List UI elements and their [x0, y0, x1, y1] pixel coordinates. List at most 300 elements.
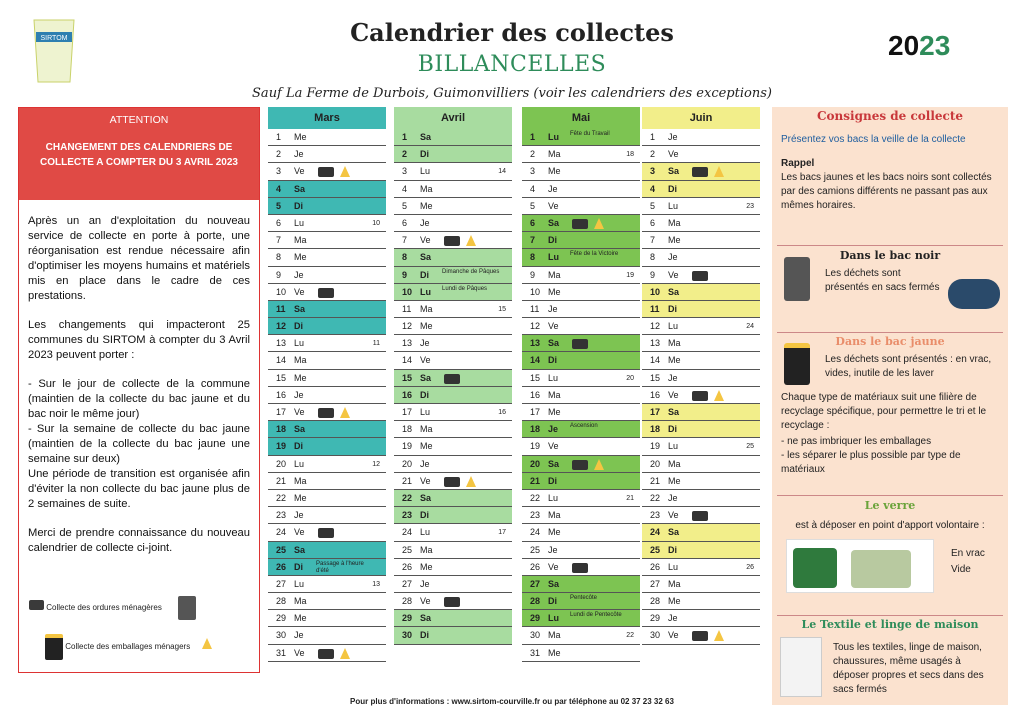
day-row: [522, 404, 640, 421]
week-number: 15: [498, 305, 506, 313]
rappel-label: Rappel: [781, 158, 815, 169]
black-bin-icon: [784, 257, 810, 301]
day-name: Ma: [294, 596, 307, 607]
day-number: 18: [402, 424, 413, 435]
day-name: Lu: [420, 407, 431, 417]
footer: Pour plus d'informations : www.sirtom-courville.fr ou par téléphone au 02 37 23 32 63: [350, 697, 674, 706]
day-number: 15: [530, 372, 541, 383]
day-row: [642, 198, 760, 215]
day-name: Ve: [294, 647, 305, 658]
day-row: [522, 335, 640, 352]
day-name: Lu: [548, 613, 559, 624]
day-number: 19: [650, 441, 661, 452]
yellow-triangle-icon: [714, 390, 724, 401]
day-row: [268, 284, 386, 301]
day-row: [268, 524, 386, 541]
divider: [777, 495, 1003, 496]
day-number: 3: [530, 166, 536, 177]
holiday-label: Lundi de Pentecôte: [570, 612, 622, 619]
day-row: [394, 198, 512, 215]
day-row: [394, 163, 512, 180]
day-row: [394, 507, 512, 524]
day-name: Di: [420, 389, 429, 400]
day-number: 2: [276, 149, 282, 160]
day-row: [522, 627, 640, 644]
day-row: [522, 387, 640, 404]
day-row: [394, 267, 512, 284]
day-row: [268, 610, 386, 627]
day-name: Ve: [548, 321, 559, 332]
month-header: Juin: [642, 107, 760, 129]
day-number: 2: [530, 149, 536, 160]
day-name: Je: [668, 613, 678, 624]
day-number: 10: [650, 286, 661, 297]
day-row: [522, 645, 640, 662]
day-row: [268, 129, 386, 146]
day-name: Je: [668, 252, 678, 263]
day-row: [268, 249, 386, 266]
day-name: Me: [294, 132, 307, 142]
day-number: 22: [276, 492, 287, 503]
day-row: [394, 232, 512, 249]
day-row: [394, 352, 512, 369]
day-name: Me: [420, 321, 433, 332]
black-bin-icon: [444, 374, 460, 384]
day-name: Ve: [294, 166, 305, 177]
day-name: Lu: [668, 321, 679, 332]
day-number: 16: [530, 389, 541, 400]
day-row: [642, 490, 760, 507]
day-name: Me: [294, 613, 307, 624]
week-number: 16: [498, 409, 506, 416]
day-number: 12: [530, 321, 541, 332]
yellow-bin-title: Dans le bac jaune: [835, 335, 945, 348]
black-bin-icon: [692, 167, 708, 177]
day-row: [394, 627, 512, 644]
legend-emb-label: Collecte des emballages ménagers: [65, 642, 191, 652]
day-row: [642, 129, 760, 146]
day-number: 7: [650, 235, 656, 246]
day-number: 1: [650, 132, 656, 142]
day-number: 14: [530, 355, 541, 366]
month-header: Mai: [522, 107, 640, 129]
day-row: [268, 301, 386, 318]
day-name: Di: [420, 269, 429, 280]
day-number: 6: [650, 217, 656, 228]
day-name: Me: [668, 355, 681, 366]
holiday-label: Fête du Travail: [570, 131, 610, 137]
month-mai: [522, 107, 640, 662]
black-bin-icon: [692, 391, 708, 401]
day-number: 5: [530, 200, 536, 211]
yellow-triangle-icon: [466, 235, 476, 246]
day-name: Ve: [420, 596, 431, 607]
day-row: [394, 370, 512, 387]
day-number: 26: [276, 561, 287, 572]
day-name: Ve: [548, 200, 559, 211]
month-header: Mars: [268, 107, 386, 129]
legend-om: [29, 596, 196, 620]
day-number: 16: [650, 389, 661, 400]
day-name: Lu: [548, 252, 559, 263]
glass-container-icon: [793, 548, 837, 588]
day-row: [268, 335, 386, 352]
day-name: Me: [668, 235, 681, 246]
day-number: 15: [402, 372, 413, 383]
day-name: Sa: [420, 132, 432, 142]
day-number: 26: [402, 561, 413, 572]
yellow-rule-1: - ne pas imbriquer les emballages: [781, 436, 932, 447]
day-name: Ve: [420, 475, 431, 486]
day-name: Lu: [420, 166, 431, 177]
day-number: 11: [530, 303, 540, 314]
day-number: 8: [402, 252, 408, 263]
day-row: [522, 507, 640, 524]
day-name: Ma: [668, 458, 681, 469]
instructions-intro: Présentez vos bacs la veille de la collecte: [781, 134, 966, 145]
day-row: [522, 352, 640, 369]
day-name: Lu: [420, 527, 431, 538]
day-row: [642, 284, 760, 301]
day-number: 24: [276, 527, 287, 538]
day-number: 7: [402, 235, 408, 246]
black-bin-icon: [318, 649, 334, 659]
black-bin-icon: [29, 600, 44, 610]
day-name: Di: [668, 183, 677, 194]
paragraph-6: Merci de prendre connaissance du nouveau calendrier de collecte ci-joint.: [28, 527, 250, 554]
day-number: 9: [530, 269, 536, 280]
legend-om-label: Collecte des ordures ménagères: [46, 603, 162, 613]
rappel-text: Les bacs jaunes et les bacs noirs sont collectés par des camions différents ne passant pas aux mêmes horaires.: [781, 172, 992, 211]
week-number: 12: [372, 460, 380, 468]
day-name: Sa: [548, 217, 560, 228]
day-number: 1: [530, 132, 536, 142]
glass-image: [786, 539, 934, 593]
day-name: Ve: [294, 286, 305, 297]
week-number: 11: [372, 340, 380, 348]
yellow-triangle-icon: [466, 476, 476, 487]
day-number: 5: [402, 200, 408, 211]
day-number: 3: [276, 166, 282, 177]
black-bin-icon: [318, 288, 334, 298]
day-row: [522, 301, 640, 318]
day-row: [394, 146, 512, 163]
day-number: 12: [650, 321, 661, 332]
yellow-triangle-icon: [340, 166, 350, 177]
paragraph-5: Une période de transition est organisée afin d'éviter la non collecte du bac jaune plus de 2 semaines de suite.: [28, 468, 250, 510]
day-name: Ma: [668, 338, 681, 349]
day-number: 17: [276, 407, 287, 417]
black-bin-icon: [318, 528, 334, 538]
day-row: [642, 232, 760, 249]
day-row: [642, 267, 760, 284]
day-row: [268, 542, 386, 559]
black-bin-title: Dans le bac noir: [839, 249, 941, 262]
day-row: [268, 404, 386, 421]
day-row: [642, 473, 760, 490]
week-number: 19: [626, 271, 634, 279]
day-row: [394, 404, 512, 421]
divider: [777, 245, 1003, 246]
yellow-bin-icon: [45, 634, 63, 660]
day-row: [522, 456, 640, 473]
day-row: [522, 610, 640, 627]
day-name: Di: [668, 424, 677, 435]
day-number: 10: [402, 286, 413, 297]
day-number: 28: [402, 596, 413, 607]
day-name: Ve: [420, 235, 431, 246]
day-number: 4: [530, 183, 536, 194]
black-bin-icon: [444, 236, 460, 246]
yellow-triangle-icon: [594, 459, 604, 470]
day-row: [522, 542, 640, 559]
day-name: Ve: [668, 510, 679, 521]
day-number: 22: [530, 492, 541, 503]
day-row: [522, 370, 640, 387]
day-name: Sa: [668, 527, 680, 538]
day-name: Sa: [294, 544, 306, 555]
week-number: 21: [626, 494, 634, 502]
day-number: 21: [402, 475, 413, 486]
day-number: 28: [276, 596, 287, 607]
day-name: Me: [294, 492, 307, 503]
black-bin-icon: [692, 271, 708, 281]
day-number: 8: [276, 252, 282, 263]
day-number: 25: [530, 544, 541, 555]
day-row: [642, 215, 760, 232]
day-number: 9: [650, 269, 656, 280]
day-name: Me: [548, 647, 561, 658]
day-number: 28: [650, 596, 661, 607]
holiday-label: Passage à l'heure d'été: [316, 560, 364, 574]
day-number: 21: [650, 475, 661, 486]
textile-text: Tous les textiles, linge de maison, chaussures, même usagés à déposer propres et secs dans des sacs fermés: [833, 642, 984, 695]
day-number: 4: [276, 183, 282, 194]
month-juin: [642, 107, 760, 645]
yellow-triangle-icon: [202, 638, 212, 649]
day-number: 31: [530, 647, 541, 658]
day-row: [522, 284, 640, 301]
yellow-triangle-icon: [714, 166, 724, 177]
day-row: [394, 387, 512, 404]
paragraph-3: - Sur le jour de collecte de la commune (maintien de la collecte du bac jaune et du bac noir le même jour): [28, 378, 250, 420]
day-row: [394, 318, 512, 335]
day-number: 2: [402, 149, 408, 160]
day-row: [522, 232, 640, 249]
day-name: Lu: [668, 441, 679, 452]
day-name: Sa: [668, 407, 680, 417]
day-number: 18: [530, 424, 541, 435]
day-row: [268, 215, 386, 232]
day-name: Me: [420, 561, 433, 572]
day-row: [268, 181, 386, 198]
week-number: 26: [746, 563, 754, 571]
day-name: Ma: [668, 578, 681, 589]
day-number: 21: [276, 475, 287, 486]
day-number: 17: [650, 407, 661, 417]
day-row: [268, 421, 386, 438]
day-number: 23: [650, 510, 661, 521]
day-number: 3: [650, 166, 656, 177]
day-row: [268, 267, 386, 284]
day-row: [394, 438, 512, 455]
day-number: 14: [276, 355, 287, 366]
day-number: 10: [530, 286, 541, 297]
black-bin-text: Les déchets sont présentés en sacs fermés: [825, 268, 940, 293]
day-number: 3: [402, 166, 408, 177]
day-number: 25: [650, 544, 661, 555]
day-name: Je: [548, 183, 558, 194]
day-name: Di: [668, 303, 677, 314]
commune-name: BILLANCELLES: [417, 52, 607, 77]
day-name: Ma: [548, 510, 561, 521]
bottles-icon: [851, 550, 911, 588]
day-number: 25: [402, 544, 413, 555]
day-name: Je: [420, 578, 430, 589]
day-name: Ve: [548, 561, 559, 572]
logo-text: SIRTOM: [40, 35, 68, 42]
day-row: [642, 542, 760, 559]
day-number: 11: [402, 303, 412, 314]
day-number: 27: [276, 578, 287, 589]
day-number: 18: [650, 424, 661, 435]
day-name: Ma: [548, 389, 561, 400]
day-name: Di: [420, 149, 429, 160]
year-part-a: 20: [888, 30, 920, 61]
day-number: 12: [402, 321, 413, 332]
black-bin-icon: [572, 339, 588, 349]
day-number: 11: [650, 303, 660, 314]
week-number: 10: [372, 219, 380, 227]
week-number: 24: [746, 323, 754, 331]
subtitle: Sauf La Ferme de Durbois, Guimonvilliers (voir les calendriers des exceptions): [252, 86, 772, 101]
day-row: [394, 490, 512, 507]
divider: [777, 332, 1003, 333]
paragraph-1: Après un an d'exploitation du nouveau service de collecte en porte à porte, une réorganisation est rendue nécessaire afin d'optimiser les moyens humains et matériels mis en place dans le cadre de ces prestations.: [28, 215, 250, 302]
yellow-triangle-icon: [340, 648, 350, 659]
day-number: 24: [402, 527, 413, 538]
glass-a: En vrac: [951, 548, 985, 559]
day-row: [642, 404, 760, 421]
day-number: 24: [530, 527, 541, 538]
holiday-label: Pentecôte: [570, 595, 598, 602]
day-name: Ma: [548, 630, 561, 641]
day-number: 29: [650, 613, 661, 624]
day-name: Sa: [668, 166, 680, 177]
day-name: Je: [420, 217, 430, 228]
day-row: [642, 593, 760, 610]
attention-label: ATTENTION: [109, 114, 169, 126]
day-row: [268, 490, 386, 507]
day-row: [642, 370, 760, 387]
day-number: 6: [530, 217, 536, 228]
day-row: [522, 490, 640, 507]
day-row: [394, 456, 512, 473]
day-number: 30: [530, 630, 541, 641]
day-name: Je: [668, 492, 678, 503]
day-name: Ma: [548, 269, 561, 280]
day-number: 5: [650, 200, 656, 211]
day-name: Ma: [548, 149, 561, 160]
day-number: 8: [650, 252, 656, 263]
paragraph-2: Les changements qui impacteront 25 communes du SIRTOM à compter du 3 Avril 2023 peuvent porter :: [28, 319, 250, 361]
day-number: 30: [402, 630, 413, 641]
day-name: Je: [294, 389, 304, 400]
day-name: Ma: [420, 303, 433, 314]
holiday-label: Dimanche de Pâques: [442, 268, 500, 275]
day-row: [268, 198, 386, 215]
day-number: 21: [530, 475, 541, 486]
black-bin-icon: [178, 596, 196, 620]
year: [888, 30, 950, 62]
day-row: [394, 576, 512, 593]
day-name: Me: [668, 596, 681, 607]
day-name: Me: [294, 372, 307, 383]
day-name: Di: [548, 355, 557, 366]
day-row: [394, 215, 512, 232]
month-avril: [394, 107, 512, 645]
day-number: 30: [650, 630, 661, 641]
day-number: 6: [276, 217, 282, 228]
day-name: Je: [668, 132, 678, 142]
day-number: 29: [530, 613, 541, 624]
day-number: 23: [530, 510, 541, 521]
day-name: Sa: [420, 252, 432, 263]
yellow-triangle-icon: [340, 407, 350, 418]
day-name: Lu: [294, 217, 305, 228]
day-name: Je: [548, 303, 558, 314]
day-row: [268, 438, 386, 455]
day-number: 18: [276, 424, 287, 435]
day-row: [394, 559, 512, 576]
day-number: 14: [650, 355, 661, 366]
day-name: Sa: [294, 424, 306, 435]
yellow-bin-icon: [784, 343, 810, 385]
info-panel: [18, 107, 260, 673]
day-name: Ve: [668, 269, 679, 280]
day-row: [394, 335, 512, 352]
day-row: [268, 163, 386, 180]
day-number: 17: [402, 407, 413, 417]
day-row: [642, 387, 760, 404]
day-name: Lu: [548, 492, 559, 503]
day-name: Sa: [548, 338, 560, 349]
week-number: 23: [746, 202, 754, 210]
day-row: [522, 421, 640, 438]
day-name: Di: [668, 544, 677, 555]
day-name: Di: [548, 235, 557, 246]
day-number: 31: [276, 647, 287, 658]
day-row: [394, 284, 512, 301]
day-row: [268, 559, 386, 576]
paragraph-4: - Sur la semaine de collecte du bac jaune (maintien de la collecte du bac jaune une semaine sur deux): [28, 423, 250, 465]
day-row: [642, 301, 760, 318]
black-bin-icon: [572, 219, 588, 229]
yellow-triangle-icon: [594, 218, 604, 229]
day-name: Ve: [294, 527, 305, 538]
day-number: 13: [530, 338, 541, 349]
day-number: 9: [402, 269, 408, 280]
day-number: 26: [530, 561, 541, 572]
day-row: [522, 438, 640, 455]
day-name: Lu: [420, 286, 431, 297]
day-row: [642, 163, 760, 180]
day-row: [268, 352, 386, 369]
day-name: Ma: [420, 544, 433, 555]
day-number: 11: [276, 303, 286, 314]
day-row: [394, 129, 512, 146]
holiday-label: Lundi de Pâques: [442, 285, 488, 292]
